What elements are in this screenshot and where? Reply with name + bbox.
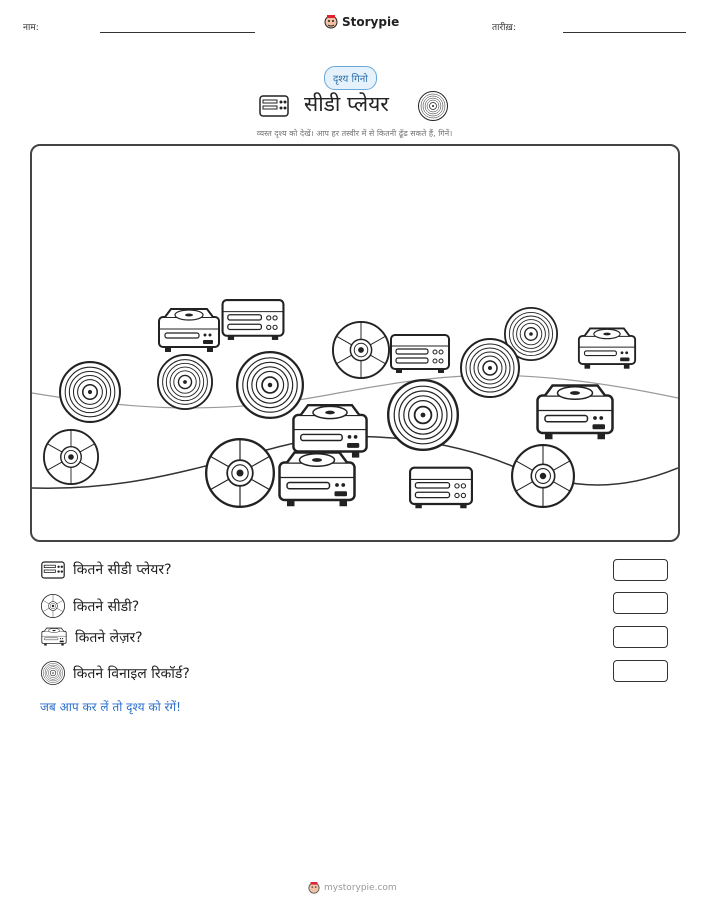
activity-badge: दृश्य गिनो — [324, 66, 377, 90]
date-field[interactable] — [563, 32, 686, 33]
cd-player — [391, 335, 449, 373]
storypie-logo — [324, 14, 399, 30]
laser-player — [280, 453, 355, 507]
footer-url[interactable]: mystorypie.com — [324, 883, 397, 893]
question-text: कितने विनाइल रिकॉर्ड? — [73, 665, 190, 682]
scene-drawing — [32, 146, 678, 540]
cd-player-icon — [41, 561, 65, 579]
question-vinyl — [41, 661, 190, 685]
cd-player-icon — [259, 95, 289, 117]
coloring-note: जब आप कर लें तो दृश्य को रंगें! — [40, 700, 181, 714]
cd — [206, 439, 274, 507]
cd-player — [410, 468, 472, 509]
laser-player — [159, 309, 219, 352]
vinyl-record — [60, 362, 120, 422]
question-text: कितने लेज़र? — [75, 629, 143, 646]
storypie-mascot-icon — [324, 14, 338, 30]
page-title: सीडी प्लेयर — [304, 92, 389, 116]
vinyl-record-icon — [418, 91, 448, 121]
cd-player — [223, 300, 284, 340]
answer-box-cds[interactable] — [613, 592, 668, 614]
instruction-text: व्यस्त दृश्य को देखें। आप हर तस्वीर में से कितनी ढूँढ सकते हैं, गिनें। — [256, 129, 453, 138]
cd — [512, 445, 574, 507]
question-lasers — [41, 627, 143, 647]
question-text: कितने सीडी प्लेयर? — [73, 562, 172, 578]
question-cd-players — [41, 560, 172, 579]
name-label: नाम: — [23, 23, 39, 33]
brand-name: Storypie — [342, 15, 400, 29]
storypie-mascot-icon — [308, 881, 320, 895]
vinyl-record — [461, 339, 519, 397]
answer-box-cd-players[interactable] — [613, 559, 668, 581]
cd — [333, 322, 389, 378]
vinyl-record-icon — [41, 661, 65, 685]
answer-box-lasers[interactable] — [613, 626, 668, 648]
question-cds — [41, 594, 139, 618]
laser-player — [293, 405, 366, 457]
question-text: कितने सीडी? — [73, 598, 140, 615]
laser-player — [538, 386, 613, 440]
vinyl-record — [237, 352, 303, 418]
vinyl-record — [388, 380, 458, 450]
footer — [308, 881, 397, 895]
date-label: तारीख़: — [492, 23, 516, 33]
vinyl-record — [158, 355, 212, 409]
name-field[interactable] — [100, 32, 255, 33]
cd — [44, 430, 98, 484]
laser-player — [579, 328, 635, 368]
laser-player-icon — [41, 627, 67, 647]
scene-frame — [30, 144, 680, 542]
cd-icon — [41, 594, 65, 618]
answer-box-vinyl[interactable] — [613, 660, 668, 682]
